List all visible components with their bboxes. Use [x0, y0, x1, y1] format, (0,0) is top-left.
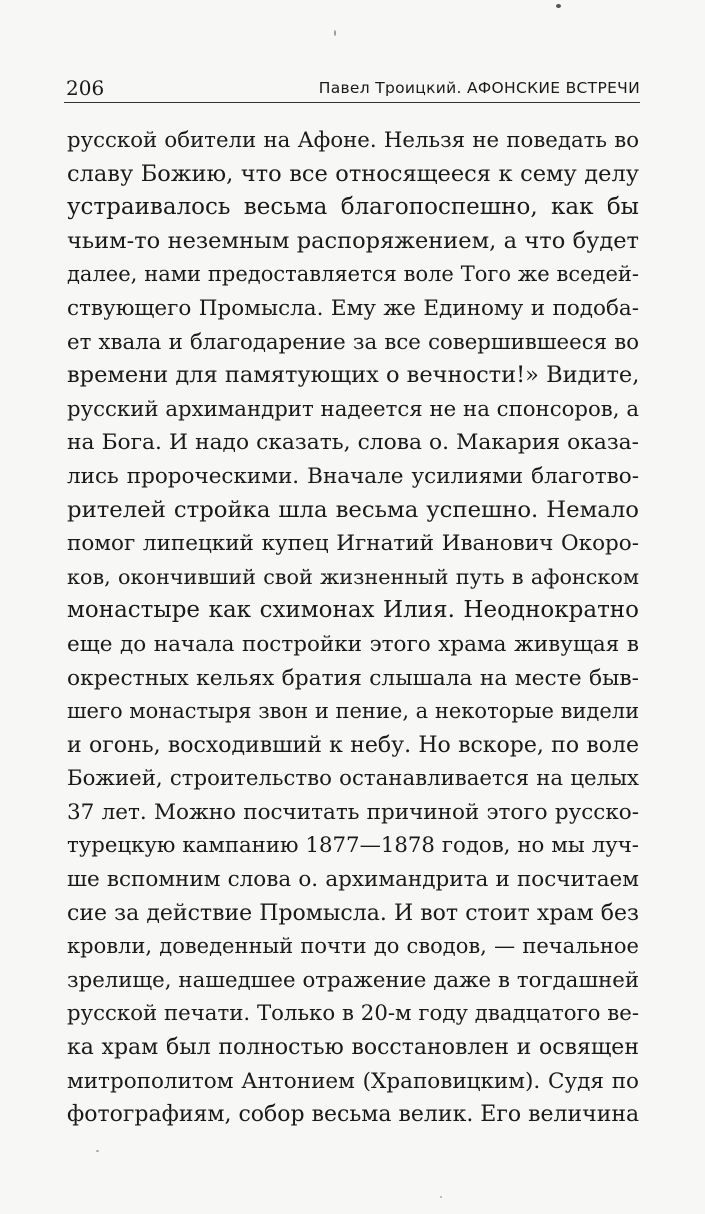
text-line: 37 лет. Можно посчитать причиной этого русско-	[67, 799, 639, 825]
text-line: времени для памятующих о вечности!» Видите,	[67, 362, 640, 389]
text-line: лись пророческими. Вначале усилиями благотво-	[67, 463, 639, 489]
text-line: шего монастыря звон и пение, а некоторые видели	[67, 699, 640, 724]
text-line: турецкую кампанию 1877—1878 годов, но мы луч-	[67, 833, 639, 859]
text-line: фотографиям, собор весьма велик. Его величина	[67, 1102, 640, 1128]
text-line: славу Божию, что все относящееся к сему делу	[67, 160, 639, 187]
text-line: зрелище, нашедшее отражение даже в тогдашней	[67, 967, 639, 993]
text-line: монастыре как схимонах Илия. Неоднократно	[67, 597, 639, 624]
text-line: устраивалось весьма благопоспешно, как бы	[67, 194, 639, 221]
text-line: русский архимандрит надеется не на спонсоров, а	[67, 396, 639, 422]
text-line: далее, нами предоставляется воле Того же вседей-	[67, 262, 639, 287]
text-line: чьим-то неземным распоряжением, а что будет	[67, 227, 639, 254]
page-header	[64, 76, 640, 103]
scan-speck	[96, 1150, 99, 1152]
scan-speck	[556, 4, 561, 8]
text-line: русской печати. Только в 20-м году двадцатого ве-	[67, 1001, 639, 1027]
text-line: ствующего Промысла. Ему же Единому и подоба-	[67, 295, 639, 321]
text-line: еще до начала постройки этого храма живущая в	[67, 631, 639, 657]
scan-speck	[334, 30, 336, 36]
text-line: ков, окончивший свой жизненный путь в афонском	[67, 564, 639, 589]
text-line: русской обители на Афоне. Нельзя не поведать во	[67, 128, 639, 153]
page-number: 206	[66, 76, 105, 100]
text-line: сие за действие Промысла. И вот стоит храм без	[67, 900, 639, 926]
running-title: Павел Троицкий. АФОНСКИЕ ВСТРЕЧИ	[318, 79, 640, 97]
text-line: ет хвала и благодарение за все совершившееся во	[67, 329, 639, 355]
text-line: ка храм был полностью восстановлен и освящен	[67, 1035, 639, 1061]
text-line: ше вспомним слова о. архимандрита и посчитаем	[67, 867, 639, 893]
text-line: на Бога. И надо сказать, слова о. Макария оказа-	[67, 430, 639, 456]
text-line: Божией, строительство останавливается на целых	[67, 766, 639, 792]
text-line: митрополитом Антонием (Храповицким). Судя по	[67, 1068, 639, 1094]
text-line: кровли, доведенный почти до сводов, — печальное	[67, 934, 639, 959]
body-text	[67, 124, 639, 1132]
text-line: окрестных кельях братия слышала на месте быв-	[67, 665, 639, 691]
text-line: помог липецкий купец Игнатий Иванович Окоро-	[67, 531, 639, 557]
text-line: и огонь, восходивший к небу. Но вскоре, по воле	[67, 732, 639, 758]
scan-speck	[440, 1196, 442, 1198]
text-line: рителей стройка шла весьма успешно. Немало	[67, 496, 639, 523]
